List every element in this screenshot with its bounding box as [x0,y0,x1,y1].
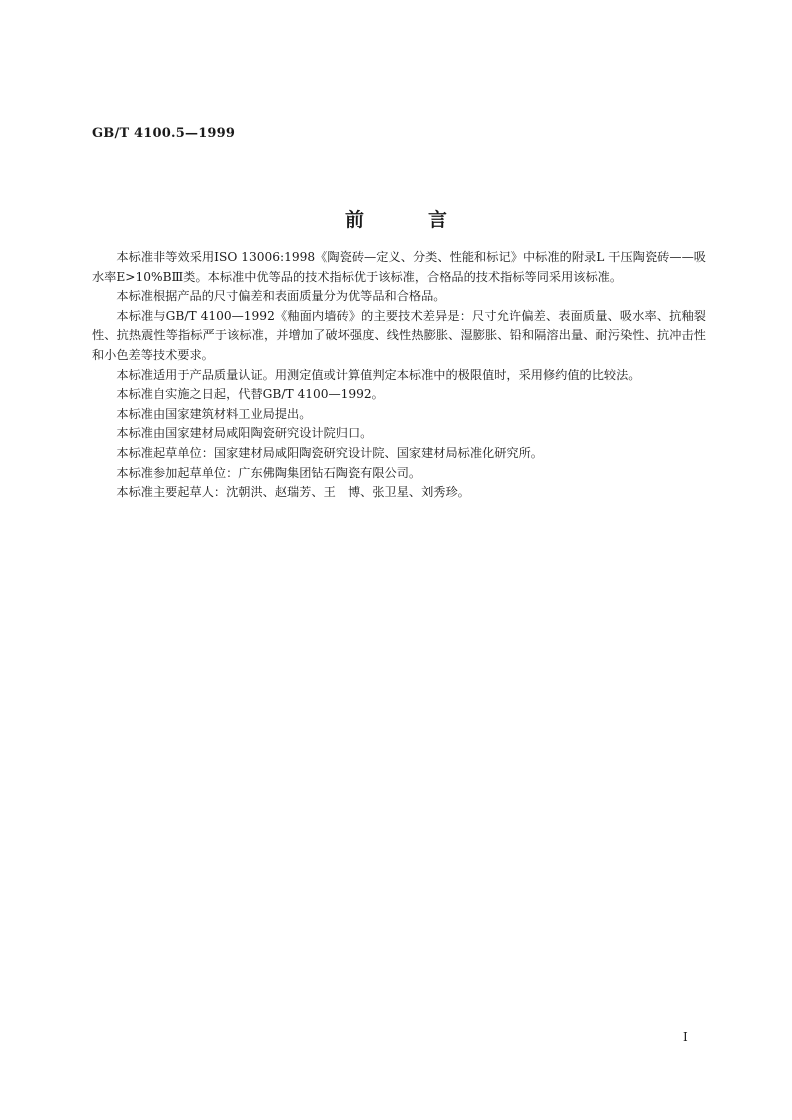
foreword-body [92,248,706,503]
paragraph: 本标准由国家建材局咸阳陶瓷研究设计院归口。 [116,426,373,441]
paragraph: 本标准适用于产品质量认证。用测定值或计算值判定本标准中的极限值时，采用修约值的比较法。 [116,367,641,382]
paragraph: 本标准非等效采用ISO 13006:1998《陶瓷砖—定义、分类、性能和标记》中标准的附录L 干压陶瓷砖——吸水率E>10%BⅢ类。本标准中优等品的技术指标优于该标准，合格品的技术指标等同采用该标准。 [92,250,706,284]
page-number: I [683,1030,688,1044]
page-title [0,205,792,232]
standard-code: GB/T 4100.5—1999 [92,126,236,141]
paragraph: 本标准根据产品的尺寸偏差和表面质量分为优等品和合格品。 [116,289,446,304]
page-title-char-2: 言 [428,209,448,231]
paragraph: 本标准自实施之日起，代替GB/T 4100—1992。 [116,387,384,402]
paragraph: 本标准与GB/T 4100—1992《釉面内墙砖》的主要技术差异是：尺寸允许偏差、表面质量、吸水率、抗釉裂性、抗热震性等指标严于该标准，并增加了破坏强度、线性热膨胀、湿膨胀、铅和隔溶出量、耐污染性、抗冲击性和小色差等技术要求。 [92,308,706,362]
paragraph: 本标准主要起草人：沈朝洪、赵瑞芳、王 博、张卫星、刘秀珍。 [116,485,470,500]
paragraph: 本标准起草单位：国家建材局咸阳陶瓷研究设计院、国家建材局标准化研究所。 [116,445,543,460]
paragraph: 本标准由国家建筑材料工业局提出。 [116,406,312,421]
paragraph: 本标准参加起草单位：广东佛陶集团钻石陶瓷有限公司。 [116,465,422,480]
page-title-char-1: 前 [344,209,364,231]
